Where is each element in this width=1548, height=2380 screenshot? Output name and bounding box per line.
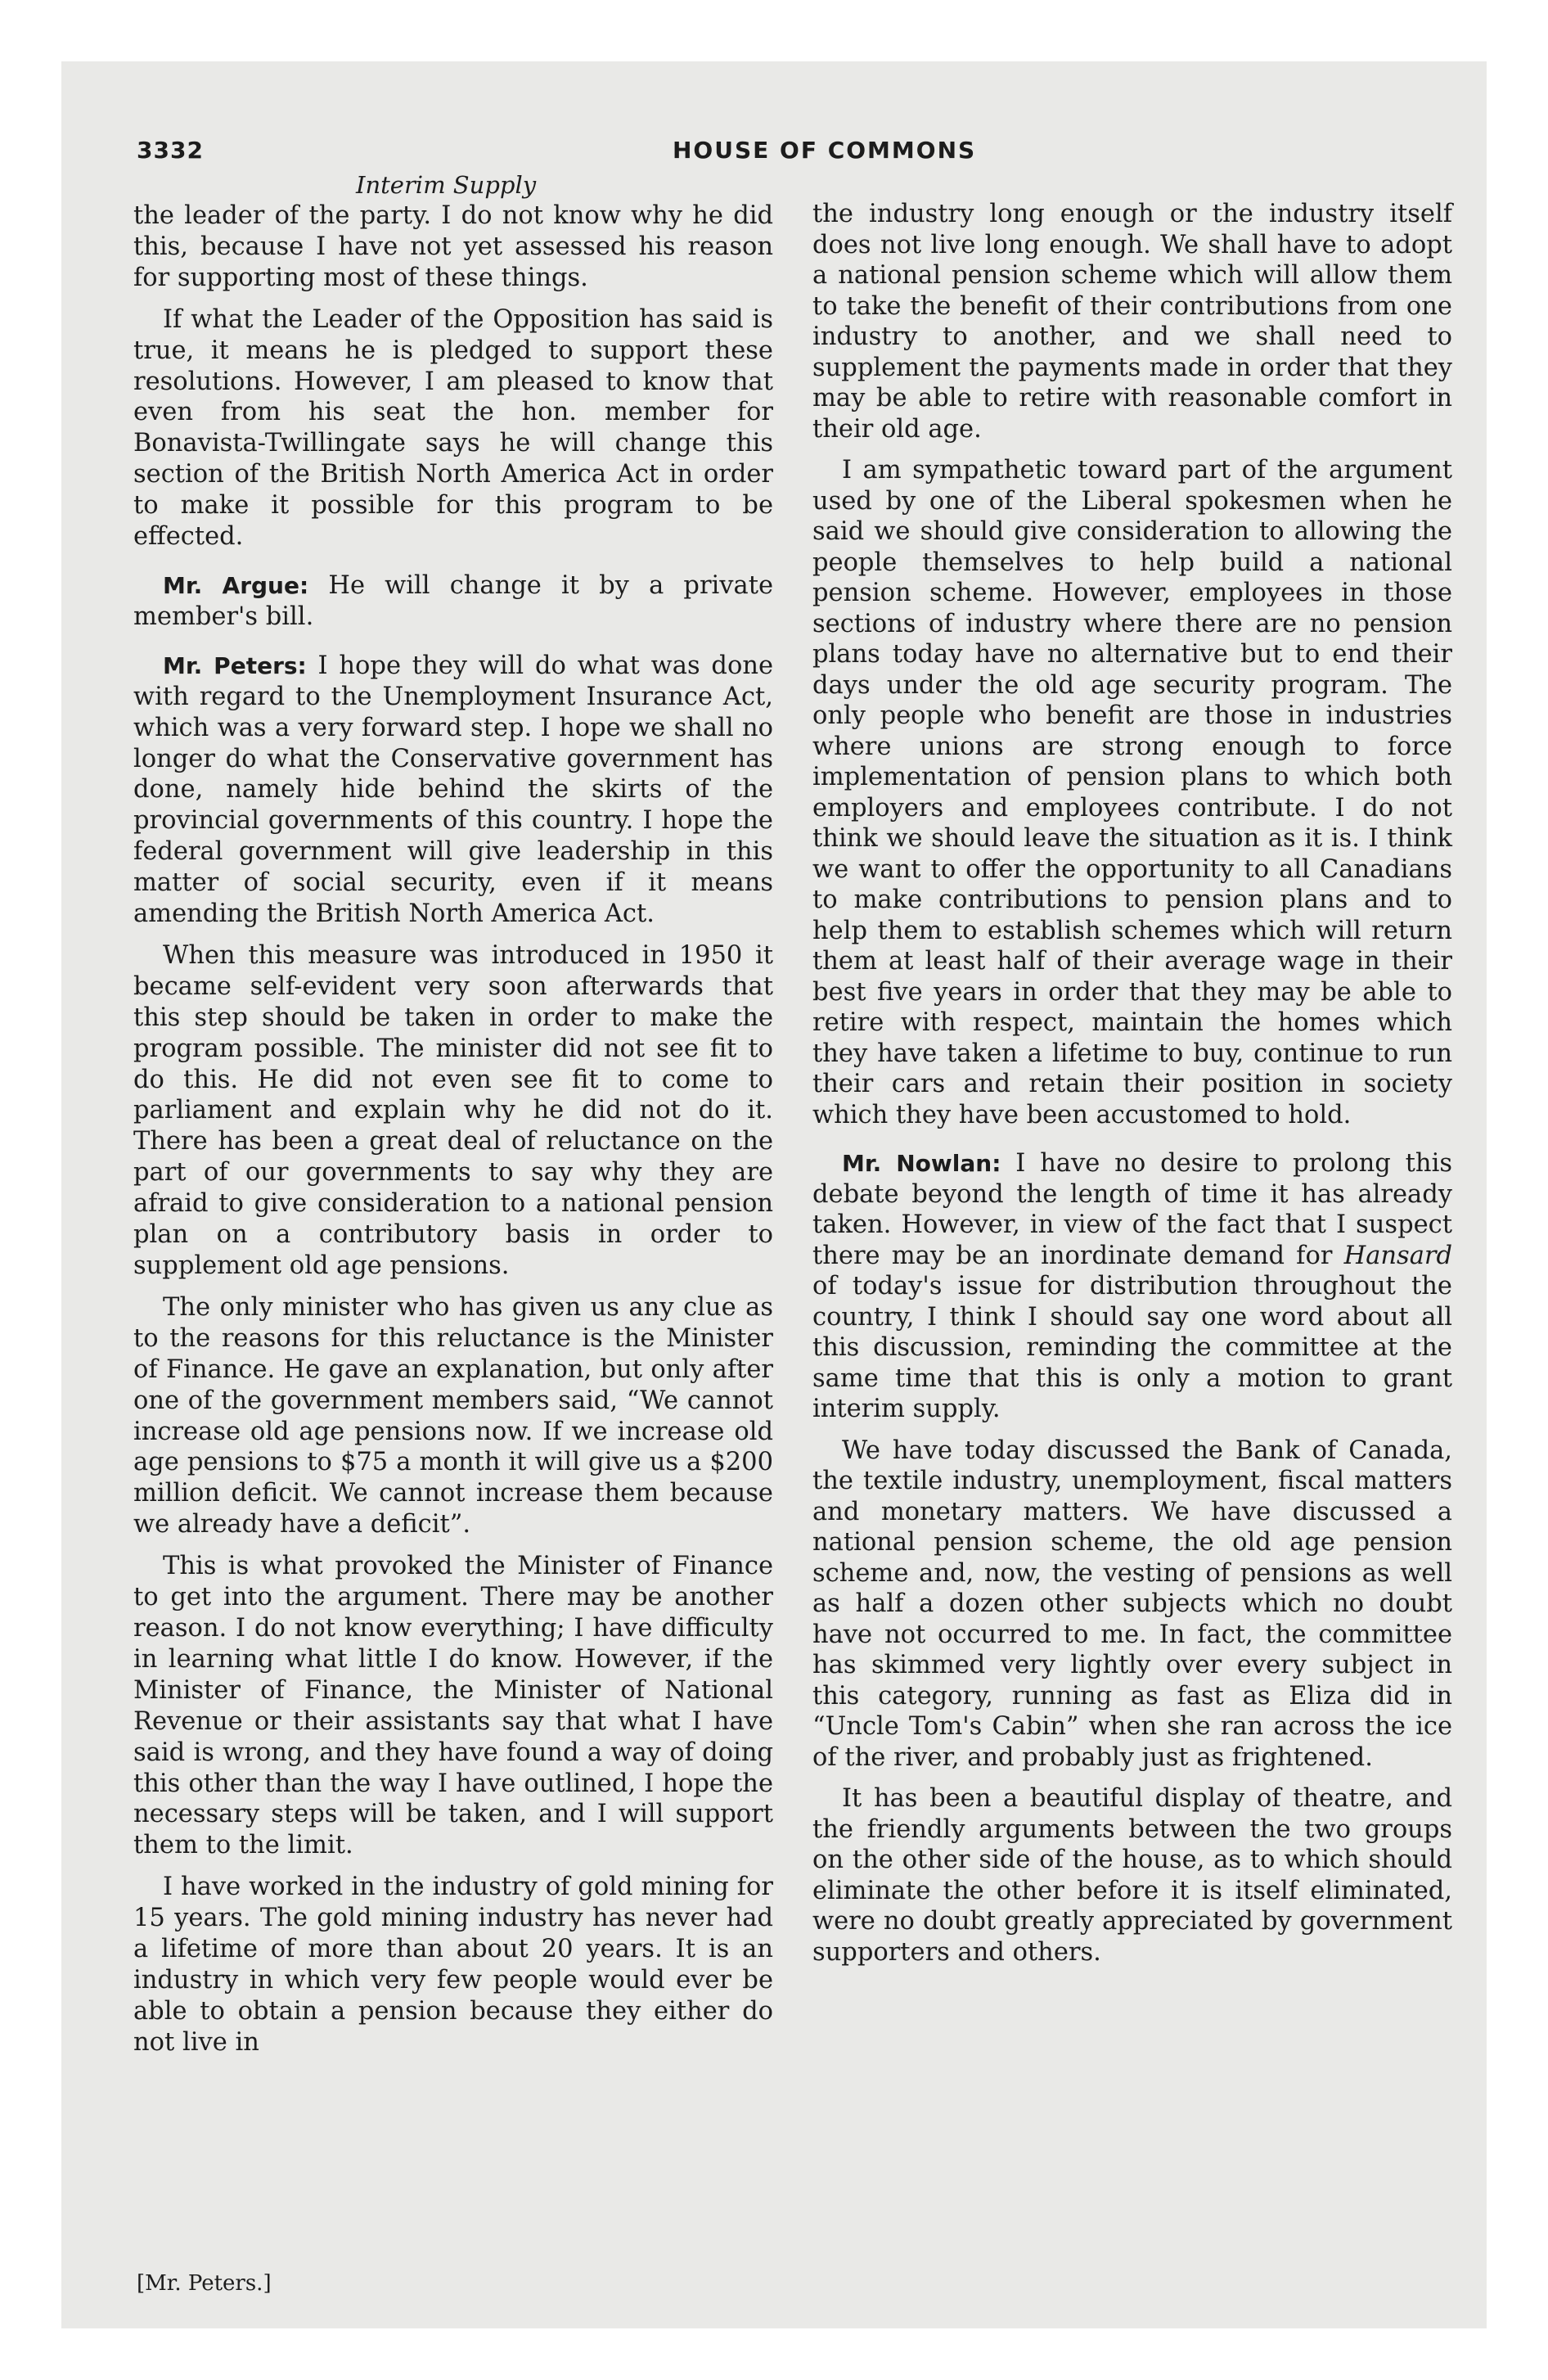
paragraph: It has been a beautiful display of theatre, and the friendly arguments between the two groups on the other side of the house, as to which should eliminate the other before it is itself eliminated, were no doubt greatly appreciated by government supporters and others. [812, 1784, 1452, 1967]
speaker-name: Mr. Peters: [163, 651, 307, 679]
speaker-attribution: [Mr. Peters.] [137, 2271, 272, 2296]
hansard-title: Hansard [1343, 1241, 1452, 1270]
running-head: HOUSE OF COMMONS [673, 137, 977, 164]
speech-text: I hope they will do what was done with regard to the Unemployment Insurance Act, which was a very forward step. I hope we shall no longer do what the Conservative government has done, namely hide behind the skirts of the provincial governments of this country. I hope the federal government will give leadership in this matter of social security, even if it means amending the British North America Act. [133, 651, 774, 929]
left-column [133, 201, 773, 2069]
speech-text: He will change it by a private member's bill. [133, 570, 773, 631]
paragraph: This is what provoked the Minister of Finance to get into the argument. There may be another reason. I do not know everything; I have difficulty in learning what little I do know. However, if the Minister of Finance, the Minister of National Revenue or their assistants say that what I have said is wrong, and they have found a way of doing this other than the way I have outlined, I hope the necessary steps will be taken, and I will support them to the limit. [133, 1552, 773, 1860]
paragraph: If what the Leader of the Opposition has said is true, it means he is pledged to support these resolutions. However, I am pleased to know that even from his seat the hon. member for Bonavista-Twillingate says he will change this section of the British North America Act in order to make it possible for this program to be effected. [133, 304, 773, 552]
speech-text: of today's issue for distribution throughout the country, I think I should say one word about all this discussion, reminding the committee at the same time that this is only a motion to grant interim supply. [812, 1272, 1452, 1423]
speech-text: I have no desire to prolong this debate beyond the length of time it has already taken. However, in view of the fact that I suspect there may be an inordinate demand for [812, 1149, 1452, 1270]
debate-subject: Interim Supply [356, 171, 537, 199]
speech-peters [133, 651, 773, 930]
hansard-page [61, 61, 1487, 2328]
paragraph: We have today discussed the Bank of Canada, the textile industry, unemployment, fiscal matters and monetary matters. We have discussed a national pension scheme, the old age pension scheme and, now, the vesting of pensions as well as half a dozen other subjects which no doubt have not occurred to me. In fact, the committee has skimmed very lightly over every subject in this category, running as fast as Eliza did in “Uncle Tom's Cabin” when she ran across the ice of the river, and probably just as frightened. [812, 1436, 1452, 1772]
page-number: 3332 [137, 137, 204, 164]
paragraph: the leader of the party. I do not know why he did this, because I have not yet assessed his reason for supporting most of these things. [133, 201, 773, 292]
speaker-name: Mr. Argue: [163, 571, 309, 599]
page-header [137, 137, 1462, 169]
speech-argue [133, 570, 773, 633]
paragraph: I am sympathetic toward part of the argument used by one of the Liberal spokesmen when he said we should give consideration to allowing the people themselves to help build a national pension scheme. However, employees in those sections of industry where there are no pension plans today have no alternative but to end their days under the old age security program. The only people who benefit are those in industries where unions are strong enough to force implementation of pension plans to which both employers and employees contribute. I do not think we should leave the situation as it is. I think we want to offer the opportunity to all Canadians to make contributions to pension plans and to help them to establish schemes which will return them at least half of their average wage in their best five years in order that they may be able to retire with respect, maintain the homes which they have taken a lifetime to buy, continue to run their cars and retain their position in society which they have been accustomed to hold. [812, 456, 1452, 1129]
paragraph: When this measure was introduced in 1950 it became self-evident very soon afterwards that this step should be taken in order to make the program possible. The minister did not see fit to do this. He did not even see fit to come to parliament and explain why he did not do it. There has been a great deal of reluctance on the part of our governments to say why they are afraid to give consideration to a national pension plan on a contributory basis in order to supplement old age pensions. [133, 940, 773, 1280]
right-column [812, 199, 1452, 1978]
speech-nowlan [812, 1148, 1452, 1425]
paragraph: The only minister who has given us any clue as to the reasons for this reluctance is the Minister of Finance. He gave an explanation, but only after one of the government members said, “We cannot increase old age pensions now. If we increase old age pensions to $75 a month it will give us a $200 million deficit. We cannot increase them because we already have a deficit”. [133, 1292, 773, 1539]
paragraph: I have worked in the industry of gold mining for 15 years. The gold mining industry has never had a lifetime of more than about 20 years. It is an industry in which very few people would ever be able to obtain a pension because they either do not live in [133, 1873, 773, 2057]
speaker-name: Mr. Nowlan: [842, 1150, 1001, 1177]
paragraph: the industry long enough or the industry itself does not live long enough. We shall have to adopt a national pension scheme which will allow them to take the benefit of their contributions from one industry to another, and we shall need to supplement the payments made in order that they may be able to retire with reasonable comfort in their old age. [812, 200, 1452, 444]
